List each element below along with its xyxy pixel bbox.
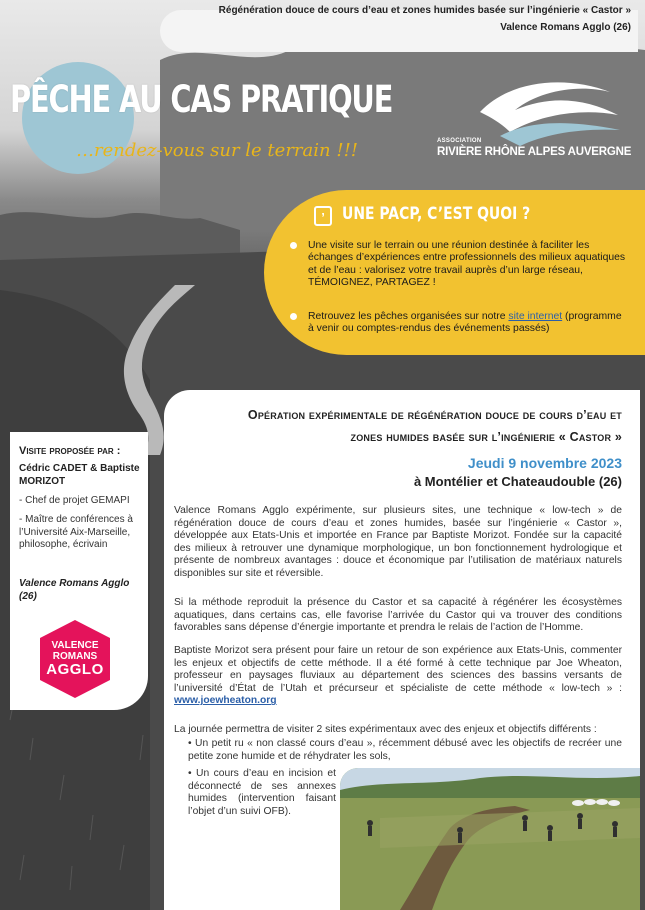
va-logo-line: ROMANS xyxy=(52,651,98,662)
pacp-bullet-item xyxy=(308,240,628,289)
body-paragraph-text: Baptiste Morizot sera présent pour faire un retour de son expérience aux Etats-Unis, commenter les enjeux et objectifs de cette méthode. Il a été formé à cette technique par Joe Wheaton, professeur en paysages fluviaux au département des sciences des bassins versants de l’université d’État de l’Utah et précurseur et spécialiste de cette méthode « low-tech » : xyxy=(174,645,622,694)
bullet-dot-icon xyxy=(290,313,297,320)
event-date: Jeudi 9 novembre 2023 xyxy=(467,455,622,471)
operation-title-line: Opération expérimentale de régénération douce de cours d’eau et xyxy=(247,408,622,422)
site-photo-illustration xyxy=(340,768,640,910)
site-photo xyxy=(340,768,640,910)
pacp-bullet-item xyxy=(308,311,628,336)
operation-title-line: zones humides basée sur l’ingénierie « Castor » xyxy=(350,430,622,444)
pacp-bullet-text: Une visite sur le terrain ou une réunion destinée à faciliter les échanges d’expériences entre professionnels des milieux aquatiques et de l’eau : valorisez votre travail auprès d’un large réseau, TÉMOIGNEZ, PARTAGEZ ! xyxy=(308,240,626,288)
site-internet-link[interactable]: site internet xyxy=(508,311,563,322)
site-bullet: • Un petit ru « non classé cours d’eau », récemment débusé avec les objectifs de recréer une petite zone humide et de réhydrater les sols, xyxy=(188,738,622,762)
association-small-label: ASSOCIATION xyxy=(437,138,482,144)
body-paragraph: Valence Romans Agglo expérimente, sur plusieurs sites, une technique « low-tech » de régénération douce de cours d’eau et zones humides, basée sur l’ingénierie « Castor », développée aux Etats-Unis et importée en France par Baptiste Morizot. Fondée sur la capacité des milieux à retrouver une dynamique morphologique, un bon fonctionnement hydrologique et présente de nombreux avantages : douce et économique par l’utilisation de matériaux naturels disponibles sur site et réversible. xyxy=(174,505,622,579)
info-quote-icon: ’ xyxy=(314,206,332,226)
body-paragraph: La journée permettra de visiter 2 sites expérimentaux avec des enjeux et objectifs différents : xyxy=(174,724,597,735)
brand-title: PÊCHE AU CAS PRATIQUE xyxy=(10,78,393,121)
bullet-dot-icon xyxy=(290,242,297,249)
visit-role: - Maître de conférences à l’Université Aix-Marseille, philosophe, écrivain xyxy=(19,514,133,550)
visit-heading: Visite proposée par : xyxy=(19,445,121,457)
va-logo-line: AGGLO xyxy=(46,661,104,678)
visit-role: - Chef de projet GEMAPI xyxy=(19,495,130,506)
joewheaton-link[interactable]: www.joewheaton.org xyxy=(174,695,277,707)
event-place: à Montélier et Chateaudouble (26) xyxy=(413,474,622,489)
site-bullet: • Un cours d’eau en incision et déconnecté de ses annexes humides (intervention faisant l’objet d’un suivi OFB). xyxy=(188,768,336,817)
visit-organization: Valence Romans Agglo (26) xyxy=(19,578,130,602)
body-paragraph: Si la méthode reproduit la présence du Castor et sa capacité à régénérer les écosystèmes aquatiques, dans certains cas, elle favorise l’arrivée du Castor qui va trouver des conditions favorables sans dépense d’énergie importante et prendra le relais de l’action de l’Homme. xyxy=(174,597,622,634)
header-subtitle: Valence Romans Agglo (26) xyxy=(500,22,631,33)
association-name: RIVIÈRE RHÔNE ALPES AUVERGNE xyxy=(437,146,632,158)
visit-names: Cédric CADET & Baptiste MORIZOT xyxy=(19,463,140,487)
brand-tagline: …rendez-vous sur le terrain !!! xyxy=(76,140,359,161)
pacp-bullet-text-before: Retrouvez les pêches organisées sur notre xyxy=(308,311,509,322)
va-logo-line: VALENCE xyxy=(51,640,99,651)
valence-romans-agglo-logo-text xyxy=(36,640,114,677)
body-paragraph xyxy=(174,645,622,708)
header-title: Régénération douce de cours d’eau et zones humides basée sur l’ingénierie « Castor » xyxy=(218,5,631,16)
operation-title xyxy=(180,404,622,448)
pacp-bullet-text-after: (programme à venir ou comptes-rendus des événements passés) xyxy=(308,311,622,335)
pacp-heading-text: UNE PACP, C’EST QUOI ? xyxy=(342,204,531,224)
